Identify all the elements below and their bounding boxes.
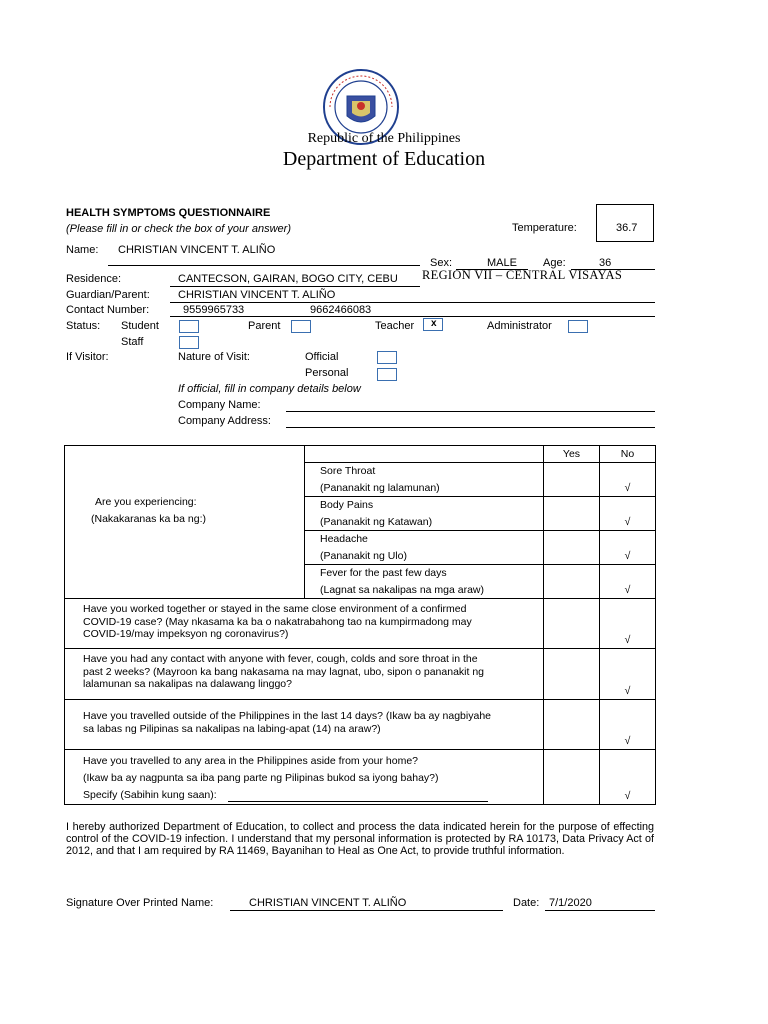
residence-label: Residence: (66, 273, 122, 285)
no-cell[interactable]: √ (600, 463, 656, 497)
symptom-en: Fever for the past few days (305, 565, 544, 582)
header-blank (305, 446, 544, 463)
symptom-tl: (Pananakit ng Ulo) (305, 548, 544, 565)
question-line: Have you had any contact with anyone with fever, cough, colds and sore throat in the (83, 653, 478, 665)
date-value[interactable]: 7/1/2020 (549, 897, 592, 909)
experiencing-en: Are you experiencing: (95, 496, 197, 508)
guardian-label: Guardian/Parent: (66, 289, 150, 301)
question-cell (65, 599, 544, 649)
temperature-box[interactable] (596, 204, 654, 242)
symptom-en: Body Pains (305, 497, 544, 514)
status-label: Status: (66, 320, 101, 332)
nature-of-visit-label: Nature of Visit: (178, 351, 250, 363)
temperature-label: Temperature: (512, 222, 577, 234)
name-label: Name: (66, 244, 99, 256)
no-cell[interactable]: √ (600, 649, 656, 700)
question-line: COVID-19 case? (May nkasama ka ba o nakatrabahong tao na kumpirmadong may (83, 615, 472, 628)
symptom-tl: (Pananakit ng Katawan) (305, 514, 544, 531)
visitor-label: If Visitor: (66, 351, 109, 363)
yes-cell[interactable] (544, 565, 600, 599)
col-no-header: No (600, 446, 656, 463)
consent-text: I hereby authorized Department of Education, to collect and process the data indicated herein for the purpose of effecting control of the COVID-19 infection. I understand that my personal information is protected by RA 10173, Data Privacy Act of 2012, and that I am required by RA 11469, Bayanihan to Heal as One Act, to provide truthful information. (66, 821, 654, 857)
status-staff-label: Staff (121, 336, 144, 348)
no-cell[interactable]: √ (600, 565, 656, 599)
personal-checkbox[interactable] (377, 368, 397, 381)
official-checkbox[interactable] (377, 351, 397, 364)
company-name-underline (286, 411, 655, 412)
student-checkbox[interactable] (179, 320, 199, 333)
question-line: Have you travelled outside of the Philippines in the last 14 days? (Ikaw ba ay nagbiyahe (83, 710, 492, 722)
status-parent-label: Parent (248, 320, 281, 332)
no-cell[interactable]: √ (600, 599, 656, 649)
contact-value-1[interactable]: 9559965733 (183, 304, 245, 316)
question-line: (Ikaw ba ay nagpunta sa iba pang parte ng Pilipinas bukod sa iyong bahay?) (83, 772, 439, 784)
parent-checkbox[interactable] (291, 320, 311, 333)
no-cell[interactable]: √ (600, 750, 656, 805)
status-administrator-label: Administrator (487, 320, 552, 332)
name-value[interactable]: CHRISTIAN VINCENT T. ALIÑO (118, 244, 276, 256)
age-value[interactable]: 36 (599, 257, 612, 269)
yes-cell[interactable] (544, 700, 600, 750)
age-label: Age: (543, 257, 566, 269)
sex-label: Sex: (430, 257, 453, 269)
nature-official-label: Official (305, 351, 339, 363)
form-title: HEALTH SYMPTOMS QUESTIONNAIRE (66, 207, 271, 219)
question-cell (65, 750, 544, 805)
company-name-label: Company Name: (178, 399, 261, 411)
symptom-en: Headache (305, 531, 544, 548)
name-underline (108, 265, 420, 266)
date-underline (545, 910, 655, 911)
specify-label: Specify (Sabihin kung saan): (83, 789, 217, 801)
residence-value[interactable]: CANTECSON, GAIRAN, BOGO CITY, CEBU (178, 273, 398, 285)
signature-value[interactable]: CHRISTIAN VINCENT T. ALIÑO (249, 897, 407, 909)
nature-personal-label: Personal (305, 367, 349, 379)
symptom-tl: (Lagnat sa nakalipas na mga araw) (305, 582, 544, 599)
symptom-tl: (Pananakit ng lalamunan) (305, 480, 544, 497)
symptom-en: Sore Throat (305, 463, 544, 480)
question-line: lalamunan sa nakalipas na dalawang linggo? (83, 678, 292, 690)
guardian-value[interactable]: CHRISTIAN VINCENT T. ALIÑO (178, 289, 336, 301)
status-teacher-label: Teacher (375, 320, 415, 332)
question-cell (65, 700, 544, 750)
guardian-underline (170, 302, 655, 303)
republic-label: Republic of the Philippines (307, 131, 461, 146)
yes-cell[interactable] (544, 463, 600, 497)
official-note: If official, fill in company details below (178, 383, 361, 395)
signature-label: Signature Over Printed Name: (66, 897, 214, 909)
no-cell[interactable]: √ (600, 497, 656, 531)
question-line: Have you travelled to any area in the Philippines aside from your home? (83, 755, 419, 767)
yes-cell[interactable] (544, 750, 600, 805)
question-line: COVID-19/may impeksyon ng coronavirus?) (83, 628, 289, 640)
no-cell[interactable]: √ (600, 700, 656, 750)
experiencing-cell (65, 446, 305, 599)
region-value: REGION VII – CENTRAL VISAYAS (422, 268, 623, 282)
contact-underline (170, 316, 655, 317)
department-title: Department of Education (282, 148, 486, 170)
residence-underline (170, 286, 420, 287)
company-address-label: Company Address: (178, 415, 271, 427)
yes-cell[interactable] (544, 497, 600, 531)
contact-label: Contact Number: (66, 304, 150, 316)
status-student-label: Student (121, 320, 159, 332)
staff-checkbox[interactable] (179, 336, 199, 349)
contact-value-2[interactable]: 9662466083 (310, 304, 372, 316)
experiencing-tl: (Nakakaranas ka ba ng:) (91, 513, 206, 525)
date-label: Date: (513, 897, 540, 909)
question-line: past 2 weeks? (Mayroon ka bang nakasama na may lagnat, ubo, sipon o pananakit ng (83, 665, 485, 678)
signature-underline (230, 910, 503, 911)
specify-underline[interactable] (228, 801, 488, 802)
form-instructions: (Please fill in or check the box of your answer) (66, 223, 291, 235)
question-cell (65, 649, 544, 700)
yes-cell[interactable] (544, 649, 600, 700)
yes-cell[interactable] (544, 599, 600, 649)
symptoms-table (64, 445, 656, 805)
yes-cell[interactable] (544, 531, 600, 565)
question-line (83, 787, 543, 804)
question-line: Have you worked together or stayed in the same close environment of a confirmed (83, 603, 467, 615)
company-address-underline (286, 427, 655, 428)
sex-value[interactable]: MALE (487, 257, 517, 269)
question-line: sa labas ng Pilipinas sa nakalipas na labing-apat (14) na araw?) (83, 722, 381, 735)
administrator-checkbox[interactable] (568, 320, 588, 333)
col-yes-header: Yes (544, 446, 600, 463)
teacher-check-mark: x (431, 318, 437, 329)
temperature-value: 36.7 (616, 222, 638, 234)
no-cell[interactable]: √ (600, 531, 656, 565)
